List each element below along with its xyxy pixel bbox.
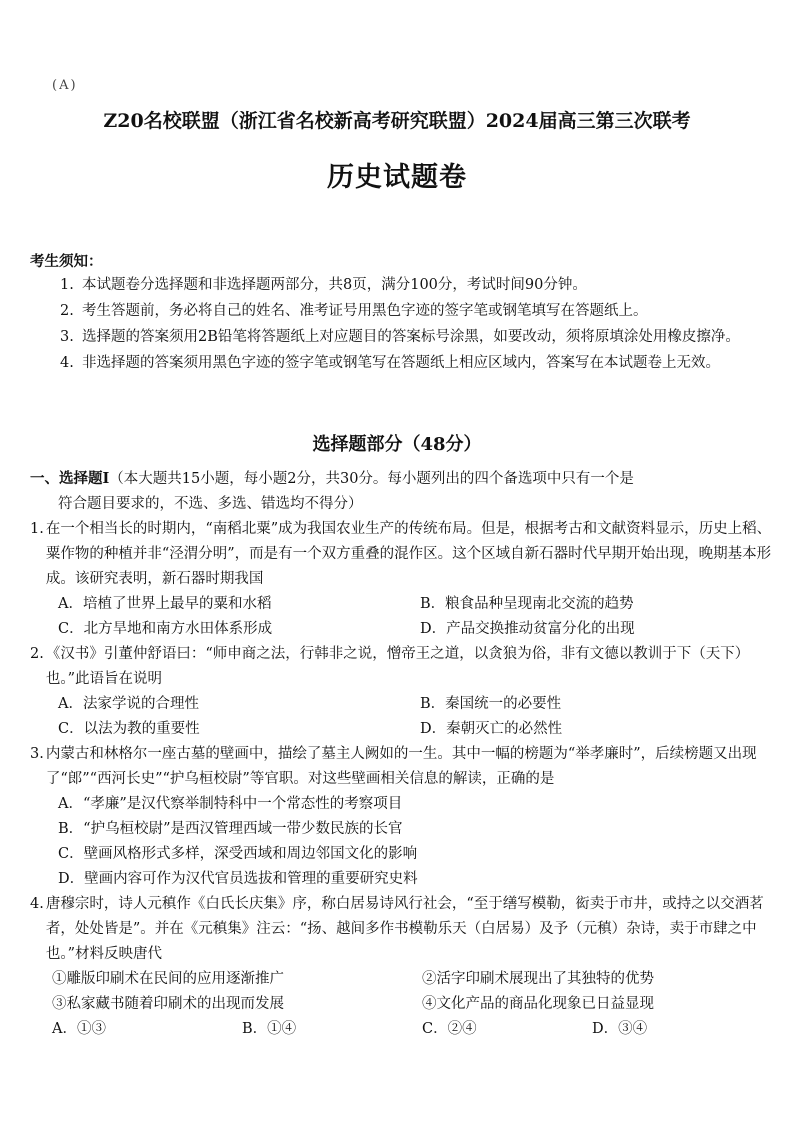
option-d: D．③④: [592, 1021, 648, 1037]
option-b: B．①④: [242, 1021, 297, 1037]
questions-body: [30, 466, 774, 1042]
question-2: [30, 642, 774, 692]
part-description: （本大题共15小题，每小题2分，共30分。每小题列出的四个备选项中只有一个是: [109, 471, 634, 487]
question-number: 4.: [30, 896, 44, 912]
option-b: B．粮食品种呈现南北交流的趋势: [420, 596, 634, 612]
notice-item-number: 3.: [60, 329, 74, 345]
part-label: 一、选择题Ⅰ: [30, 470, 110, 487]
option-d: D．壁画内容可作为汉代官员选拔和管理的重要研究史料: [58, 871, 418, 887]
option-d: D．产品交换推动贫富分化的出现: [420, 621, 635, 637]
choice-3: ③私家藏书随着印刷术的出现而发展: [52, 996, 284, 1012]
choice-4: ④文化产品的商品化现象已日益显现: [422, 996, 654, 1012]
notice-list: [60, 272, 776, 376]
notice-item-number: 4.: [60, 355, 74, 371]
notice-item-number: 1.: [60, 277, 74, 293]
question-number: 3.: [30, 746, 44, 762]
notice-item: [60, 350, 776, 376]
choice-2: ②活字印刷术展现出了其独特的优势: [422, 971, 654, 987]
question-stem: 内蒙古和林格尔一座古墓的壁画中，描绘了墓主人阙如的一生。其中一幅的榜题为“举孝廉时”，后续榜题又出现了“郎”“西河长史”“护乌桓校尉”等官职。对这些壁画相关信息的解读，正确的是: [45, 746, 757, 787]
exam-title: Z20名校联盟（浙江省名校新高考研究联盟）2024届高三第三次联考: [103, 110, 691, 132]
option-a: A．培植了世界上最早的粟和水稻: [58, 596, 272, 612]
question-2-options: [30, 692, 774, 742]
section-title: 选择题部分（48分）: [312, 434, 482, 455]
question-1: [30, 517, 774, 592]
question-number: 1.: [30, 521, 44, 537]
question-4-options: [30, 1017, 774, 1042]
option-a: A．法家学说的合理性: [58, 696, 199, 712]
option-b: B．秦国统一的必要性: [420, 696, 562, 712]
question-number: 2.: [30, 646, 44, 662]
question-stem: 在一个相当长的时期内，“南稻北粟”成为我国农业生产的传统布局。但是，根据考古和文献资料显示，历史上稻、粟作物的种植并非“泾渭分明”，而是有一个双方重叠的混作区。这个区域自新石器时代早期开始出现，晚期基本形成。该研究表明，新石器时期我国: [45, 521, 772, 587]
part-header: [30, 466, 774, 492]
option-c: C．以法为教的重要性: [58, 721, 200, 737]
notice-item-text: 非选择题的答案须用黑色字迹的签字笔或钢笔写在答题纸上相应区域内，答案写在本试题卷上无效。: [82, 355, 720, 371]
choice-1: ①雕版印刷术在民间的应用逐渐推广: [52, 971, 284, 987]
notice-item: [60, 272, 776, 298]
notice-item: [60, 324, 776, 350]
notice-item-text: 选择题的答案须用2B铅笔将答题纸上对应题目的答案标号涂黑，如要改动，须将原填涂处用橡皮擦净。: [82, 329, 740, 345]
part-description-cont: 符合题目要求的，不选、多选、错选均不得分）: [58, 496, 363, 512]
question-3: [30, 742, 774, 792]
corner-mark: (A): [52, 78, 78, 93]
option-c: C．壁画风格形式多样，深受西域和周边邻国文化的影响: [58, 846, 418, 862]
question-3-options: [30, 792, 774, 892]
option-a: A．①③: [52, 1021, 106, 1037]
notice-heading: 考生须知：: [30, 253, 103, 270]
notice-item-text: 本试题卷分选择题和非选择题两部分，共8页，满分100分，考试时间90分钟。: [82, 277, 587, 293]
exam-subtitle: 历史试题卷: [327, 162, 467, 193]
option-b: B．“护乌桓校尉”是西汉管理西域一带少数民族的长官: [58, 821, 403, 837]
question-4-choices: [30, 967, 774, 1017]
question-stem: 唐穆宗时，诗人元稹作《白氏长庆集》序，称白居易诗风行社会，“至于缮写模勒，衒卖于市井，或持之以交酒茗者，处处皆是”。并在《元稹集》注云：“扬、越间多作书模勒乐天（白居易）及予（元稹）杂诗，卖于市肆之中也。”材料反映唐代: [45, 896, 764, 962]
option-c: C．②④: [422, 1021, 477, 1037]
notice-item-text: 考生答题前，务必将自己的姓名、准考证号用黑色字迹的签字笔或钢笔填写在答题纸上。: [82, 303, 648, 319]
question-4: [30, 892, 774, 967]
question-stem: 《汉书》引董仲舒语曰：“师申商之法，行韩非之说，憎帝王之道，以贪狼为俗，非有文德以教训于下（天下）也。”此语旨在说明: [45, 646, 750, 687]
question-1-options: [30, 592, 774, 642]
option-a: A．“孝廉”是汉代察举制特科中一个常态性的考察项目: [58, 796, 403, 812]
option-c: C．北方旱地和南方水田体系形成: [58, 621, 273, 637]
notice-item-number: 2.: [60, 303, 74, 319]
notice-item: [60, 298, 776, 324]
option-d: D．秦朝灭亡的必然性: [420, 721, 563, 737]
